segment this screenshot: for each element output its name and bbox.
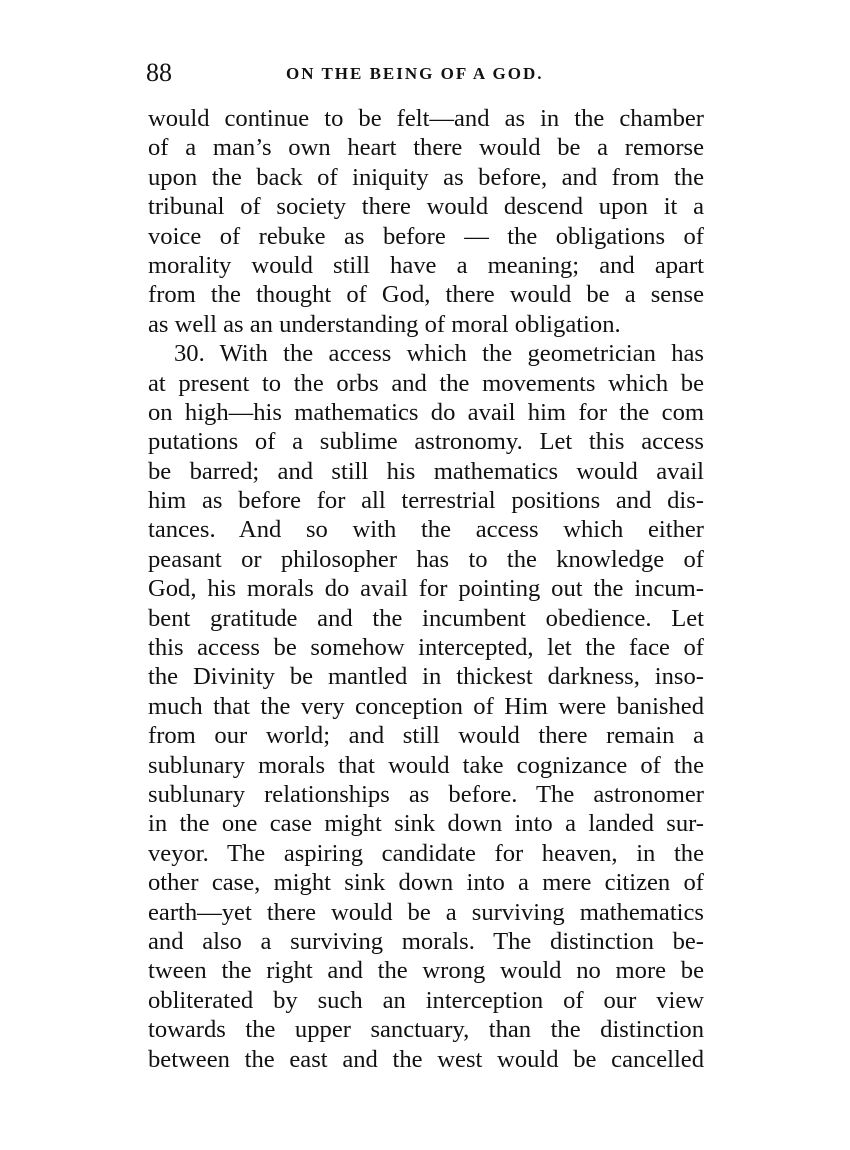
text-line: voice of rebuke as before — the obligations of xyxy=(148,222,704,250)
text-line: this access be somehow intercepted, let the face of xyxy=(148,634,704,662)
text-line: other case, might sink down into a mere citizen of xyxy=(148,869,704,897)
text-line: of a man’s own heart there would be a remorse xyxy=(148,134,704,162)
body-text xyxy=(148,104,704,1074)
text-line: peasant or philosopher has to the knowledge of xyxy=(148,545,704,573)
text-line: tween the right and the wrong would no more be xyxy=(148,957,704,985)
text-line: in the one case might sink down into a landed sur- xyxy=(148,810,704,838)
text-line: on high—his mathematics do avail him for the com xyxy=(148,398,704,426)
text-line: towards the upper sanctuary, than the distinction xyxy=(148,1016,704,1044)
text-line: the Divinity be mantled in thickest darkness, inso- xyxy=(148,663,704,691)
text-line: him as before for all terrestrial positions and dis- xyxy=(148,487,704,515)
text-line: earth—yet there would be a surviving mathematics xyxy=(148,898,704,926)
text-line: tribunal of society there would descend upon it a xyxy=(148,193,704,221)
text-line: from the thought of God, there would be a sense xyxy=(148,281,704,309)
text-line: sublunary morals that would take cognizance of the xyxy=(148,751,704,779)
paragraph-start-line: 30. With the access which the geometrician has xyxy=(174,340,704,368)
text-line: sublunary relationships as before. The astronomer xyxy=(148,780,704,808)
page-header xyxy=(146,58,706,88)
text-line: from our world; and still would there remain a xyxy=(148,722,704,750)
text-line: putations of a sublime astronomy. Let this access xyxy=(148,428,704,456)
text-line: bent gratitude and the incumbent obedience. Let xyxy=(148,604,704,632)
text-line: obliterated by such an interception of our view xyxy=(148,986,704,1014)
text-line: and also a surviving morals. The distinction be- xyxy=(148,927,704,955)
text-line: God, his morals do avail for pointing out the incum- xyxy=(148,575,704,603)
text-line: veyor. The aspiring candidate for heaven, in the xyxy=(148,839,704,867)
page-number: 88 xyxy=(146,58,172,87)
text-line: between the east and the west would be cancelled xyxy=(148,1045,704,1073)
text-line: morality would still have a meaning; and apart xyxy=(148,251,704,279)
text-line: much that the very conception of Him were banished xyxy=(148,692,704,720)
text-line: as well as an understanding of moral obligation. xyxy=(148,310,621,338)
text-line: be barred; and still his mathematics would avail xyxy=(148,457,704,485)
text-line: at present to the orbs and the movements which be xyxy=(148,369,704,397)
text-line: upon the back of iniquity as before, and from the xyxy=(148,163,704,191)
running-head: ON THE BEING OF A GOD. xyxy=(286,64,544,83)
text-line: tances. And so with the access which either xyxy=(148,516,704,544)
text-line: would continue to be felt—and as in the chamber xyxy=(148,105,704,132)
